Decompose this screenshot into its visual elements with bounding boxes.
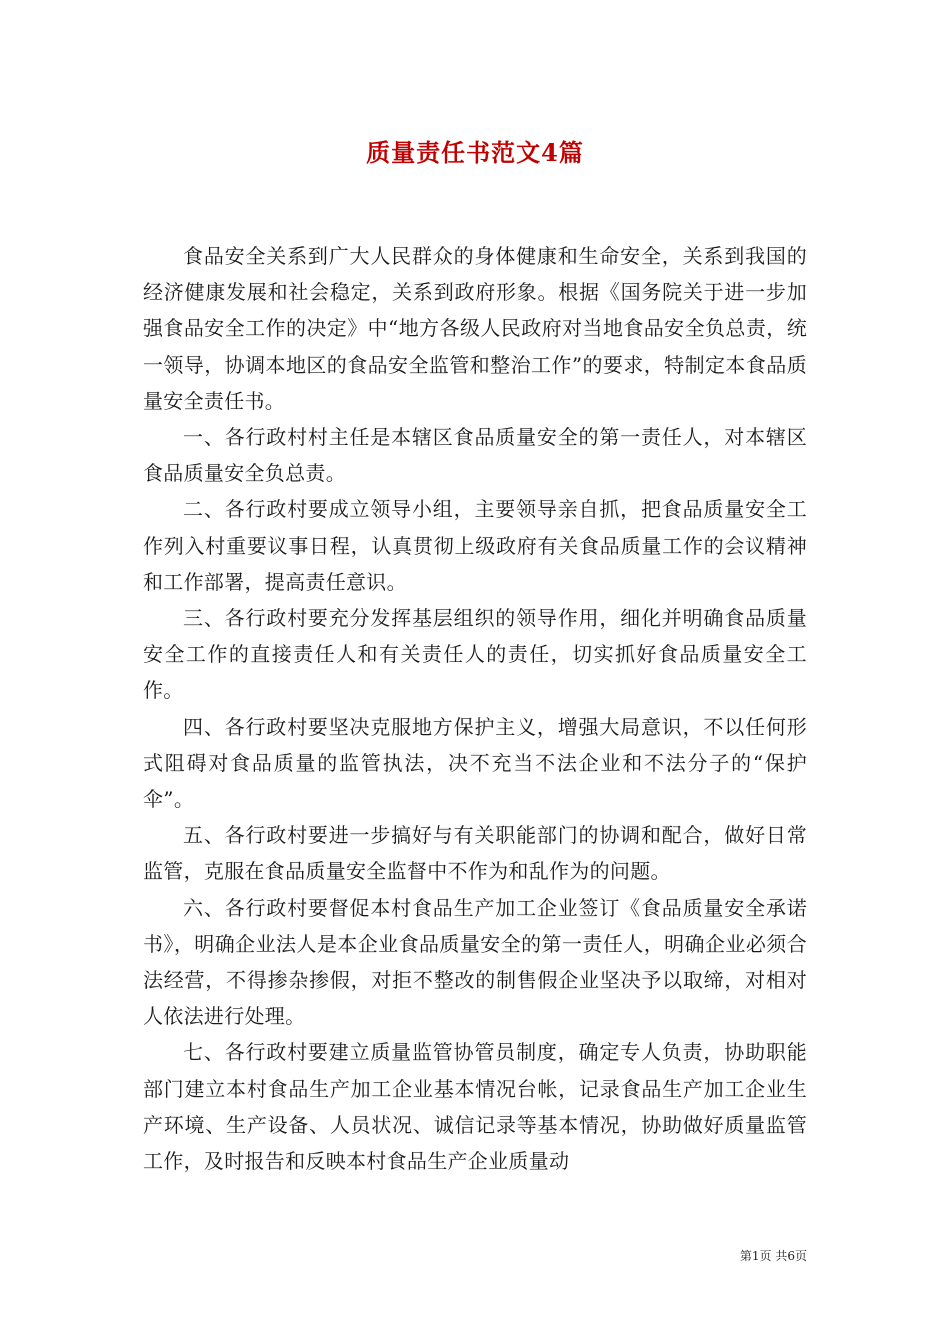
document-title: 质量责任书范文4篇 [366, 138, 584, 167]
paragraph-item-6: 六、各行政村要督促本村食品生产加工企业签订《食品质量安全承诺书》，明确企业法人是本企业食品质量安全的第一责任人，明确企业必须合法经营，不得掺杂掺假，对拒不整改的制售假企业坚决予以取缔，对相对人依法进行处理。 [143, 895, 807, 1029]
paragraph-intro: 食品安全关系到广大人民群众的身体健康和生命安全，关系到我国的经济健康发展和社会稳定，关系到政府形象。根据《国务院关于进一步加强食品安全工作的决定》中“地方各级人民政府对当地食品安全负总责，统一领导，协调本地区的食品安全监管和整治工作”的要求，特制定本食品质量安全责任书。 [143, 244, 807, 413]
paragraph-item-7: 七、各行政村要建立质量监管协管员制度，确定专人负责，协助职能部门建立本村食品生产加工企业基本情况台帐，记录食品生产加工企业生产环境、生产设备、人员状况、诚信记录等基本情况，协助做好质量监管工作，及时报告和反映本村食品生产企业质量动 [143, 1040, 807, 1174]
paragraph-item-3: 三、各行政村要充分发挥基层组织的领导作用，细化并明确食品质量安全工作的直接责任人和有关责任人的责任，切实抓好食品质量安全工作。 [143, 606, 807, 703]
page-number-footer: 第1页 共6页 [739, 1249, 807, 1263]
document-body [143, 238, 807, 1179]
paragraph-item-5: 五、各行政村要进一步搞好与有关职能部门的协调和配合，做好日常监管，克服在食品质量安全监督中不作为和乱作为的问题。 [143, 823, 807, 884]
paragraph-item-2: 二、各行政村要成立领导小组，主要领导亲自抓，把食品质量安全工作列入村重要议事日程，认真贯彻上级政府有关食品质量工作的会议精神和工作部署，提高责任意识。 [143, 497, 807, 594]
paragraph-item-1: 一、各行政村村主任是本辖区食品质量安全的第一责任人，对本辖区食品质量安全负总责。 [143, 425, 807, 486]
paragraph-item-4: 四、各行政村要坚决克服地方保护主义，增强大局意识，不以任何形式阻碍对食品质量的监管执法，决不充当不法企业和不法分子的“保护伞”。 [143, 714, 807, 812]
